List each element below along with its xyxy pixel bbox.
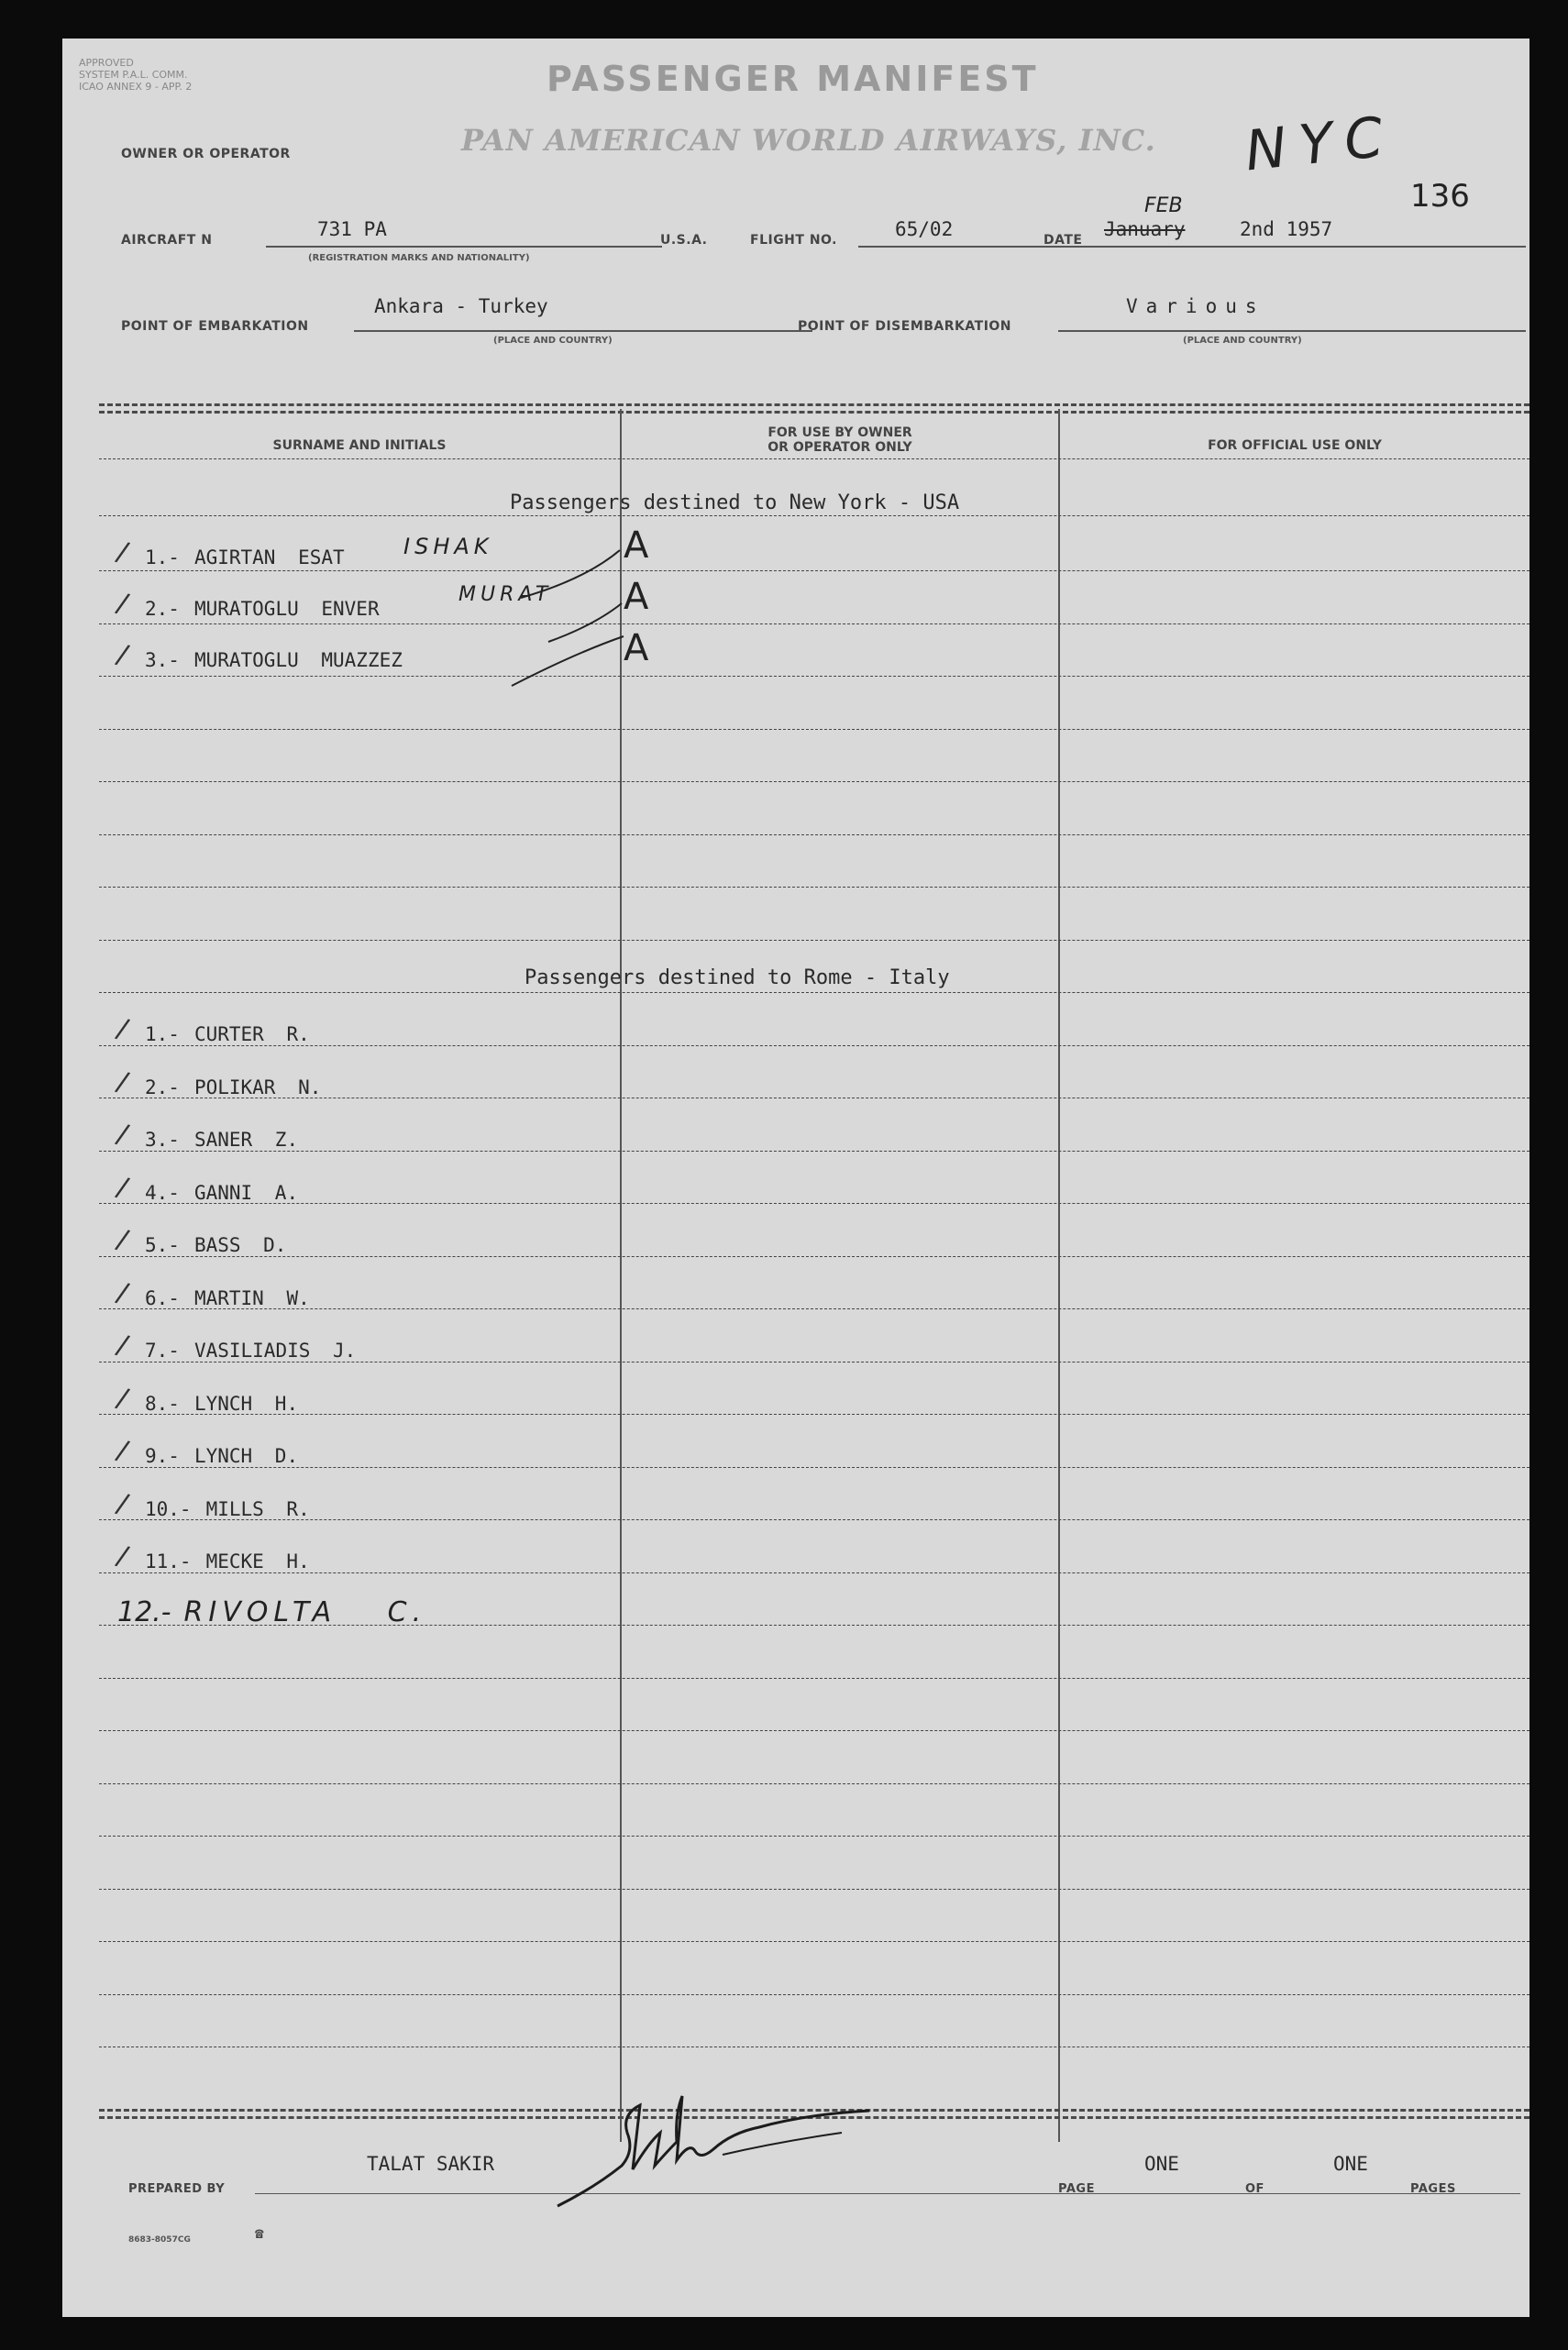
aircraft-label: AIRCRAFT N bbox=[121, 233, 213, 248]
name-annotation: MURAT bbox=[458, 583, 553, 606]
passenger-row bbox=[113, 1275, 310, 1312]
pages-label: PAGES bbox=[1410, 2182, 1456, 2196]
registration-caption: (REGISTRATION MARKS AND NATIONALITY) bbox=[308, 253, 530, 263]
ruled-line bbox=[99, 781, 1529, 782]
ruled-line bbox=[99, 1889, 1529, 1890]
passenger-row bbox=[113, 1381, 299, 1418]
check-mark: / bbox=[113, 587, 132, 621]
passenger-name: CURTER R. bbox=[193, 1023, 310, 1045]
passenger-name: POLIKAR N. bbox=[193, 1076, 322, 1098]
destination-note: NYC bbox=[1242, 104, 1399, 184]
ruled-line bbox=[99, 1572, 1529, 1573]
disembark-caption: (PLACE AND COUNTRY) bbox=[1183, 336, 1302, 346]
passenger-number: 2.- bbox=[145, 1076, 180, 1098]
passenger-name: MILLS R. bbox=[205, 1497, 310, 1520]
ruled-line bbox=[99, 729, 1529, 730]
official-column-header: FOR OFFICIAL USE ONLY bbox=[1208, 438, 1382, 453]
passenger-number: 12.- bbox=[117, 1595, 171, 1628]
embark-label: POINT OF EMBARKATION bbox=[121, 319, 309, 334]
disembark-label: POINT OF DISEMBARKATION bbox=[798, 319, 1012, 334]
approval-stamp: APPROVED SYSTEM P.A.L. COMM. ICAO ANNEX 9 - APP. 2 bbox=[79, 57, 193, 93]
passenger-name: GANNI A. bbox=[193, 1181, 299, 1204]
ruled-line bbox=[99, 992, 1529, 993]
check-mark: / bbox=[113, 638, 132, 672]
passenger-row: / 2.- MURATOGLU ENVER bbox=[117, 590, 380, 623]
ruled-line bbox=[99, 1414, 1529, 1415]
ruled-line bbox=[99, 1203, 1529, 1204]
prepared-value: TALAT SAKIR bbox=[367, 2153, 495, 2175]
ruled-line bbox=[99, 515, 1529, 516]
passenger-row bbox=[113, 1170, 299, 1207]
passenger-row bbox=[113, 1329, 357, 1364]
ruled-line bbox=[99, 623, 1529, 624]
flight-value: 65/02 bbox=[895, 218, 954, 240]
check-mark: / bbox=[113, 1223, 132, 1257]
page-label: PAGE bbox=[1058, 2182, 1095, 2196]
check-mark: / bbox=[113, 1275, 132, 1310]
passenger-row bbox=[113, 1539, 310, 1575]
date-correction: FEB bbox=[1144, 194, 1183, 217]
date-struck: January bbox=[1104, 218, 1186, 240]
telephone-icon: ☎ bbox=[255, 2224, 264, 2242]
check-mark: / bbox=[113, 1329, 132, 1363]
check-mark: / bbox=[113, 1065, 132, 1099]
passenger-name: RIVOLTA C. bbox=[183, 1595, 427, 1628]
passenger-number: 10.- bbox=[145, 1497, 192, 1520]
passenger-row bbox=[113, 1434, 299, 1470]
passenger-row bbox=[113, 1012, 310, 1048]
passenger-number: 9.- bbox=[145, 1445, 180, 1467]
manifest-title: PASSENGER MANIFEST bbox=[547, 59, 1039, 99]
ruled-line bbox=[99, 887, 1529, 888]
airline-name: PAN AMERICAN WORLD AIRWAYS, INC. bbox=[461, 123, 1156, 158]
check-mark: / bbox=[113, 1012, 132, 1046]
owner-label: OWNER OR OPERATOR bbox=[121, 147, 291, 161]
check-mark: / bbox=[113, 1539, 132, 1573]
handwritten-strokes bbox=[502, 534, 668, 690]
check-mark: / bbox=[113, 535, 132, 569]
owner-mark: A bbox=[624, 524, 649, 567]
ruled-line bbox=[99, 834, 1529, 835]
usa-label: U.S.A. bbox=[660, 233, 708, 248]
passenger-row: / 1.- AGIRTAN ESAT bbox=[117, 539, 345, 571]
embark-caption: (PLACE AND COUNTRY) bbox=[493, 336, 613, 346]
surname-column-header: SURNAME AND INITIALS bbox=[272, 438, 447, 453]
ruled-line bbox=[99, 676, 1529, 677]
passenger-number: 8.- bbox=[145, 1392, 180, 1415]
owner-mark: A bbox=[624, 627, 649, 669]
group-heading-new-york: Passengers destined to New York - USA bbox=[510, 491, 960, 514]
column-divider-2 bbox=[1058, 409, 1060, 2142]
passenger-name: LYNCH D. bbox=[193, 1445, 299, 1467]
ruled-line bbox=[99, 1467, 1529, 1468]
ruled-line bbox=[99, 1678, 1529, 1679]
passenger-number: 6.- bbox=[145, 1286, 180, 1309]
ruled-line bbox=[99, 1308, 1529, 1309]
passenger-row bbox=[117, 1596, 426, 1628]
passenger-number: 3.- bbox=[145, 1129, 180, 1151]
disembark-value: Various bbox=[1126, 295, 1265, 317]
passenger-row bbox=[113, 1118, 299, 1153]
ruled-line bbox=[99, 1045, 1529, 1046]
ruled-line bbox=[99, 1730, 1529, 1731]
check-mark: / bbox=[113, 1486, 132, 1521]
flight-label: FLIGHT NO. bbox=[750, 233, 837, 248]
passenger-number: 7.- bbox=[145, 1340, 180, 1362]
ruled-line bbox=[99, 1519, 1529, 1520]
passenger-name: VASILIADIS J. bbox=[193, 1340, 357, 1362]
date-label: DATE bbox=[1043, 233, 1083, 248]
passenger-name: BASS D. bbox=[193, 1234, 287, 1256]
signature bbox=[539, 2078, 888, 2224]
owner-column-header: FOR USE BY OWNER OR OPERATOR ONLY bbox=[767, 425, 912, 455]
ruled-line bbox=[99, 1836, 1529, 1837]
ruled-line bbox=[99, 1151, 1529, 1152]
ruled-line bbox=[99, 940, 1529, 941]
passenger-name: MARTIN W. bbox=[193, 1286, 310, 1309]
passenger-number: 4.- bbox=[145, 1181, 180, 1204]
passenger-row bbox=[113, 1486, 310, 1523]
of-label: OF bbox=[1245, 2182, 1264, 2196]
passenger-number: 5.- bbox=[145, 1234, 180, 1256]
of-value: ONE bbox=[1333, 2153, 1368, 2175]
passenger-row bbox=[113, 1223, 287, 1259]
check-mark: / bbox=[113, 1118, 132, 1152]
group-heading-rome: Passengers destined to Rome - Italy bbox=[525, 966, 950, 989]
date-value: 2nd 1957 bbox=[1240, 218, 1333, 240]
passenger-number: 1.- bbox=[145, 1023, 180, 1045]
ruled-line bbox=[99, 1941, 1529, 1942]
check-mark: / bbox=[113, 1170, 132, 1205]
page-value: ONE bbox=[1144, 2153, 1179, 2175]
ruled-line bbox=[99, 1994, 1529, 1995]
passenger-name: SANER Z. bbox=[193, 1129, 299, 1151]
prepared-label: PREPARED BY bbox=[128, 2182, 226, 2196]
passenger-row: / 3.- MURATOGLU MUAZZEZ bbox=[117, 642, 403, 674]
name-annotation: ISHAK bbox=[403, 534, 493, 559]
owner-mark: A bbox=[624, 576, 649, 618]
page-number: 136 bbox=[1410, 178, 1470, 215]
passenger-number: 11.- bbox=[145, 1550, 192, 1572]
aircraft-value: 731 PA bbox=[317, 218, 387, 240]
passenger-row bbox=[113, 1065, 322, 1101]
manifest-sheet bbox=[62, 39, 1529, 2317]
ruled-line bbox=[99, 458, 1529, 459]
ruled-line bbox=[99, 1256, 1529, 1257]
ruled-line bbox=[99, 1783, 1529, 1784]
embark-value: Ankara - Turkey bbox=[374, 295, 548, 317]
passenger-name: LYNCH H. bbox=[193, 1392, 299, 1415]
form-code: 8683-8057CG bbox=[128, 2235, 191, 2245]
check-mark: / bbox=[113, 1434, 132, 1468]
check-mark: / bbox=[113, 1381, 132, 1416]
passenger-name: MECKE H. bbox=[205, 1550, 310, 1572]
